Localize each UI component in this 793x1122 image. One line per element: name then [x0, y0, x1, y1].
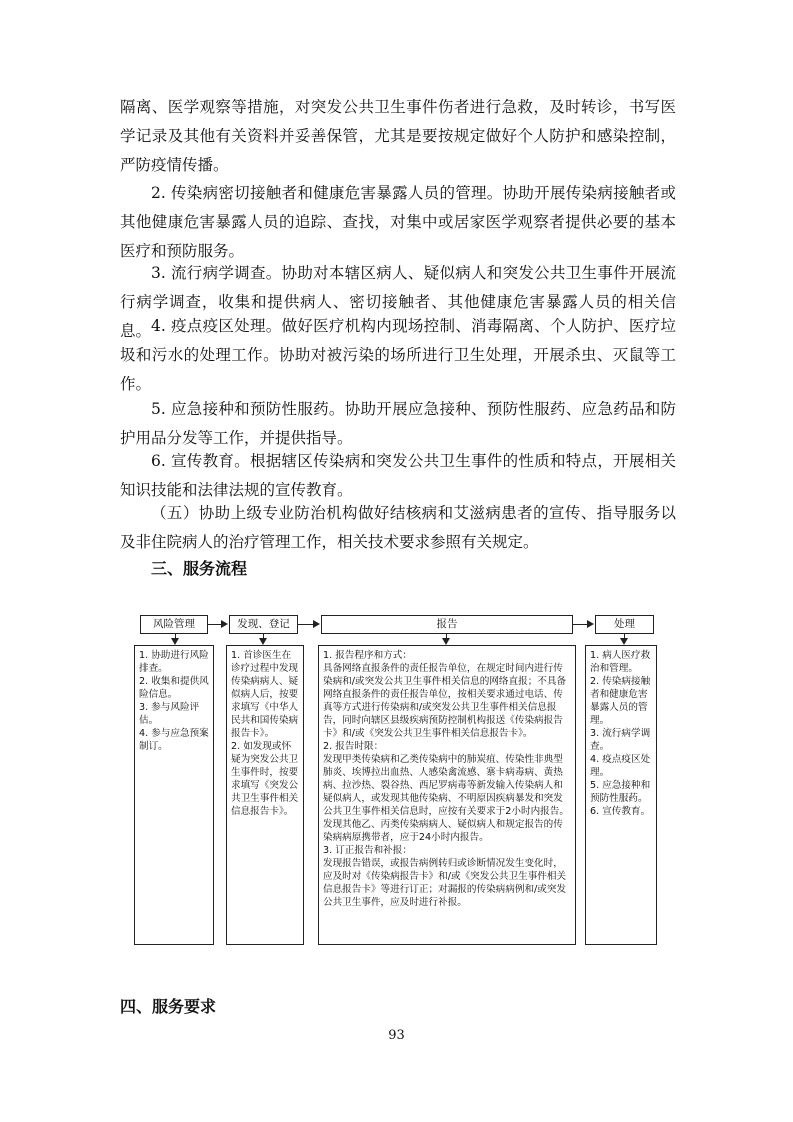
flow-arrow-line-1 [208, 624, 222, 625]
flow-down-arrowhead-2 [259, 638, 267, 645]
paragraph-contact-management: 2. 传染病密切接触者和健康危害暴露人员的管理。协助开展传染病接触者或其他健康危害暴露人员的追踪、查找，对集中或居家医学观察者提供必要的基本医疗和预防服务。 [120, 184, 676, 260]
heading-service-process: 三、服务流程 [151, 559, 248, 578]
paragraph-isolation: 隔离、医学观察等措施，对突发公共卫生事件伤者进行急救，及时转诊，书写医学记录及其他有关资料并妥善保管，尤其是要按规定做好个人防护和感染控制，严防疫情传播。 [120, 98, 676, 174]
flow-header-discover: 发现、登记 [229, 615, 298, 634]
paragraph-vaccination: 5. 应急接种和预防性服药。协助开展应急接种、预防性服药、应急药品和防护用品分发等工作，并提供指导。 [120, 400, 676, 447]
flow-arrowhead-2 [313, 620, 320, 628]
flow-arrowhead-1 [221, 620, 228, 628]
flow-arrowhead-3 [587, 620, 594, 628]
flow-down-arrowhead-4 [620, 638, 628, 645]
paragraph-outbreak-site: 4. 疫点疫区处理。做好医疗机构内现场控制、消毒隔离、个人防护、医疗垃圾和污水的处理工作。协助对被污染的场所进行卫生处理，开展杀虫、灭鼠等工作。 [120, 317, 676, 393]
flow-header-risk: 风险管理 [140, 615, 208, 634]
page-number: 93 [388, 1028, 405, 1043]
flow-header-handle: 处理 [595, 615, 654, 634]
paragraph-tb-aids: （五）协助上级专业防治机构做好结核病和艾滋病患者的宣传、指导服务以及非住院病人的治疗管理工作，相关技术要求参照有关规定。 [120, 504, 676, 551]
flow-arrow-line-3 [573, 624, 588, 625]
flow-box-report: 1. 报告程序和方式： 具备网络直报条件的责任报告单位，在规定时间内进行传染病和/或突发公共卫生事件相关信息的网络直报；不具备网络直报条件的责任报告单位，按相关要求通过电话、传真等方式进行传染病和/或突发公共卫生事件相关信息报告，同时向辖区县级疾病预防控制机构报送《传染病报告卡》和/或《突发公共卫生事件相关信息报告卡》。 2. 报告时限： 发现甲类传染病和乙类传染病中的肺炭疽、传染性非典型肺炎、埃博拉出血热、人感染禽流感、寨卡病毒病、黄热病、拉沙热、裂谷热、西尼罗病毒等新发输入传染病人和疑似病人，或发现其他传染病、不明原因疾病暴发和突发公共卫生事件相关信息时，应按有关要求于2小时内报告。发现其他乙、丙类传染病病人、疑似病人和规定报告的传染病病原携带者，应于24小时内报告。 3. 订正报告和补报： 发现报告错误，或报告病例转归或诊断情况发生变化时，应及时对《传染病报告卡》和/或《突发公共卫生事件相关信息报告卡》等进行订正；对漏报的传染病病例和/或突发公共卫生事件，应及时进行补报。 [318, 645, 576, 945]
flow-box-risk: 1. 协助进行风险排查。 2. 收集和提供风险信息。 3. 参与风险评估。 4. 参与应急预案制订。 [134, 645, 214, 945]
paragraph-education: 6. 宣传教育。根据辖区传染病和突发公共卫生事件的性质和特点，开展相关知识技能和法律法规的宣传教育。 [120, 452, 676, 499]
flow-box-discover: 1. 首诊医生在诊疗过程中发现传染病病人、疑似病人后，按要求填写《中华人民共和国传染病报告卡》。 2. 如发现或怀疑为突发公共卫生事件时，按要求填写《突发公共卫生事件相关信息报告卡》。 [226, 645, 304, 945]
flow-arrow-line-2 [298, 624, 314, 625]
flow-down-arrowhead-3 [442, 638, 450, 645]
heading-service-requirements: 四、服务要求 [120, 997, 217, 1016]
flow-down-arrowhead-1 [171, 638, 179, 645]
flow-box-handle: 1. 病人医疗救治和管理。 2. 传染病接触者和健康危害暴露人员的管理。 3. 流行病学调查。 4. 疫点疫区处理。 5. 应急接种和预防性服药。 6. 宣传教育。 [585, 645, 657, 945]
flow-header-report: 报告 [321, 615, 573, 634]
paragraph-epidemiology: 3. 流行病学调查。协助对本辖区病人、疑似病人和突发公共卫生事件开展流行病学调查，收集和提供病人、密切接触者、其他健康危害暴露人员的相关信息。 [120, 264, 676, 340]
